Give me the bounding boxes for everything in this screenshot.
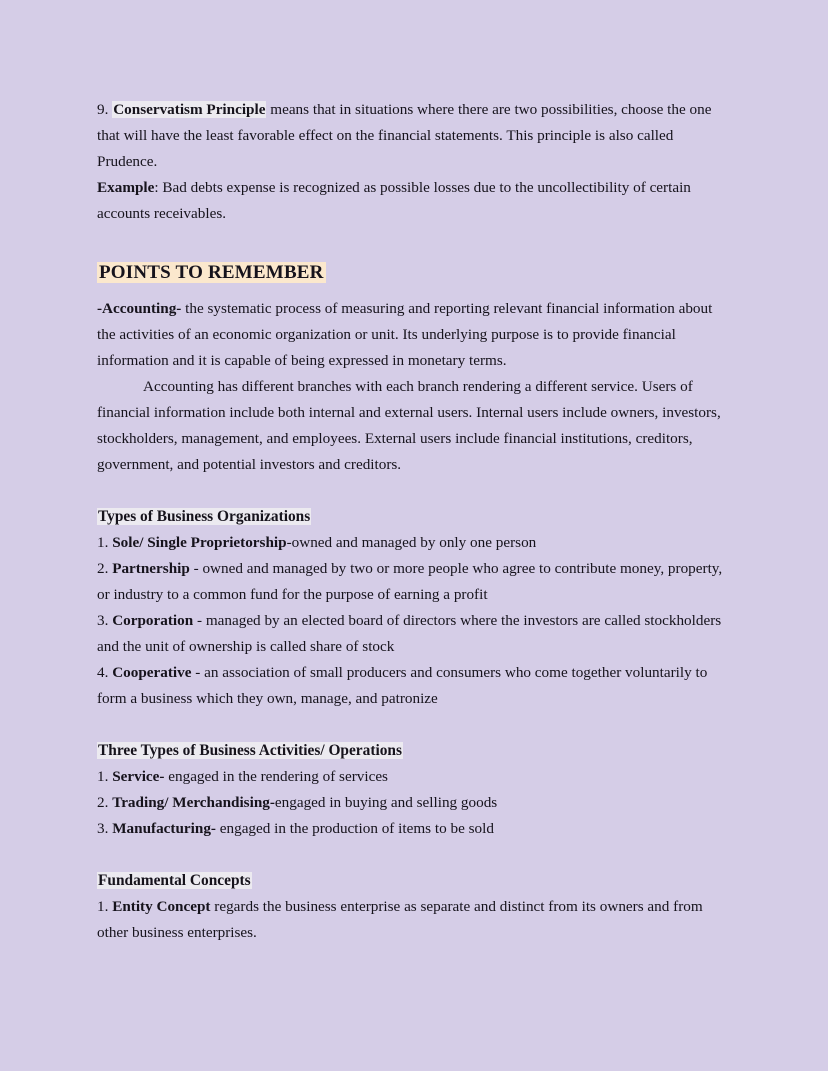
list-item-body: engaged in the production of items to be sold [215, 820, 494, 837]
conservatism-principle-body: means that in situations where there are two possibilities, choose the one that will have the least favorable effect on the financial statements. This principle is also called Prudence. [97, 101, 712, 170]
spacer [97, 842, 733, 868]
list-item-term: Entity Concept [112, 898, 211, 915]
list-item-term: Service- [112, 768, 165, 785]
points-to-remember-heading-text: POINTS TO REMEMBER [99, 262, 324, 283]
fundamental-concepts-heading-text: Fundamental Concepts [98, 872, 251, 889]
list-item-body: - managed by an elected board of directors where the investors are called stockholders and the unit of ownership is called share of stock [97, 612, 722, 655]
spacer [97, 288, 733, 296]
conservatism-list-number: 9. [97, 101, 109, 118]
list-item [97, 608, 733, 660]
list-item [97, 530, 733, 556]
list-item [97, 660, 733, 712]
list-number: 1. [97, 768, 109, 785]
types-of-business-organizations-heading-text: Types of Business Organizations [98, 508, 311, 525]
list-item-term: Cooperative [112, 664, 192, 681]
accounting-branches-paragraph: Accounting has different branches with each branch rendering a different service. Users of financial information include both internal and external users. Internal users include owners, investors, stockholders, management, and employees. External users include financial institutions, creditors, government, and potential investors and creditors. [97, 378, 721, 473]
list-item-body: regards the business enterprise as separate and distinct from its owners and from other business enterprises. [97, 898, 703, 941]
list-item-term: Corporation [112, 612, 194, 629]
fundamental-concepts-heading [97, 868, 733, 894]
list-item [97, 816, 733, 842]
list-item-body: engaged in buying and selling goods [274, 794, 498, 811]
list-item-term: Partnership [112, 560, 190, 577]
accounting-definition-paragraph [97, 296, 733, 374]
list-number: 3. [97, 820, 109, 837]
list-item-term: Manufacturing- [112, 820, 216, 837]
accounting-definition-body: the systematic process of measuring and reporting relevant financial information about the activities of an economic organization or unit. Its underlying purpose is to provide financial information and it is capable of being expressed in monetary terms. [97, 300, 713, 369]
list-item [97, 790, 733, 816]
list-item [97, 894, 733, 946]
spacer [97, 712, 733, 738]
accounting-term: -Accounting- [97, 300, 182, 317]
list-number: 2. [97, 794, 109, 811]
list-item-body: - an association of small producers and consumers who come together voluntarily to form a business which they own, manage, and patronize [97, 664, 708, 707]
list-number: 1. [97, 898, 109, 915]
list-item-body: -owned and managed by only one person [286, 534, 537, 551]
points-to-remember-heading [97, 258, 733, 288]
conservatism-principle-term: Conservatism Principle [113, 101, 266, 118]
list-number: 3. [97, 612, 109, 629]
three-types-of-business-activities-heading-text: Three Types of Business Activities/ Operations [98, 742, 402, 759]
list-item-body: engaged in the rendering of services [164, 768, 388, 785]
conservatism-principle-paragraph [97, 97, 733, 175]
list-item-body: - owned and managed by two or more people who agree to contribute money, property, or industry to a common fund for the purpose of earning a profit [97, 560, 723, 603]
document-body [97, 97, 733, 946]
spacer [97, 478, 733, 504]
conservatism-example-paragraph [97, 175, 733, 227]
list-item-term: Trading/ Merchandising- [112, 794, 275, 811]
list-item [97, 556, 733, 608]
spacer [97, 227, 733, 258]
example-label: Example [97, 179, 155, 196]
types-of-business-organizations-heading [97, 504, 733, 530]
list-number: 2. [97, 560, 109, 577]
list-number: 1. [97, 534, 109, 551]
three-types-of-business-activities-heading [97, 738, 733, 764]
list-item [97, 764, 733, 790]
example-body: : Bad debts expense is recognized as possible losses due to the uncollectibility of certain accounts receivables. [97, 179, 691, 222]
list-number: 4. [97, 664, 109, 681]
list-item-term: Sole/ Single Proprietorship [112, 534, 287, 551]
